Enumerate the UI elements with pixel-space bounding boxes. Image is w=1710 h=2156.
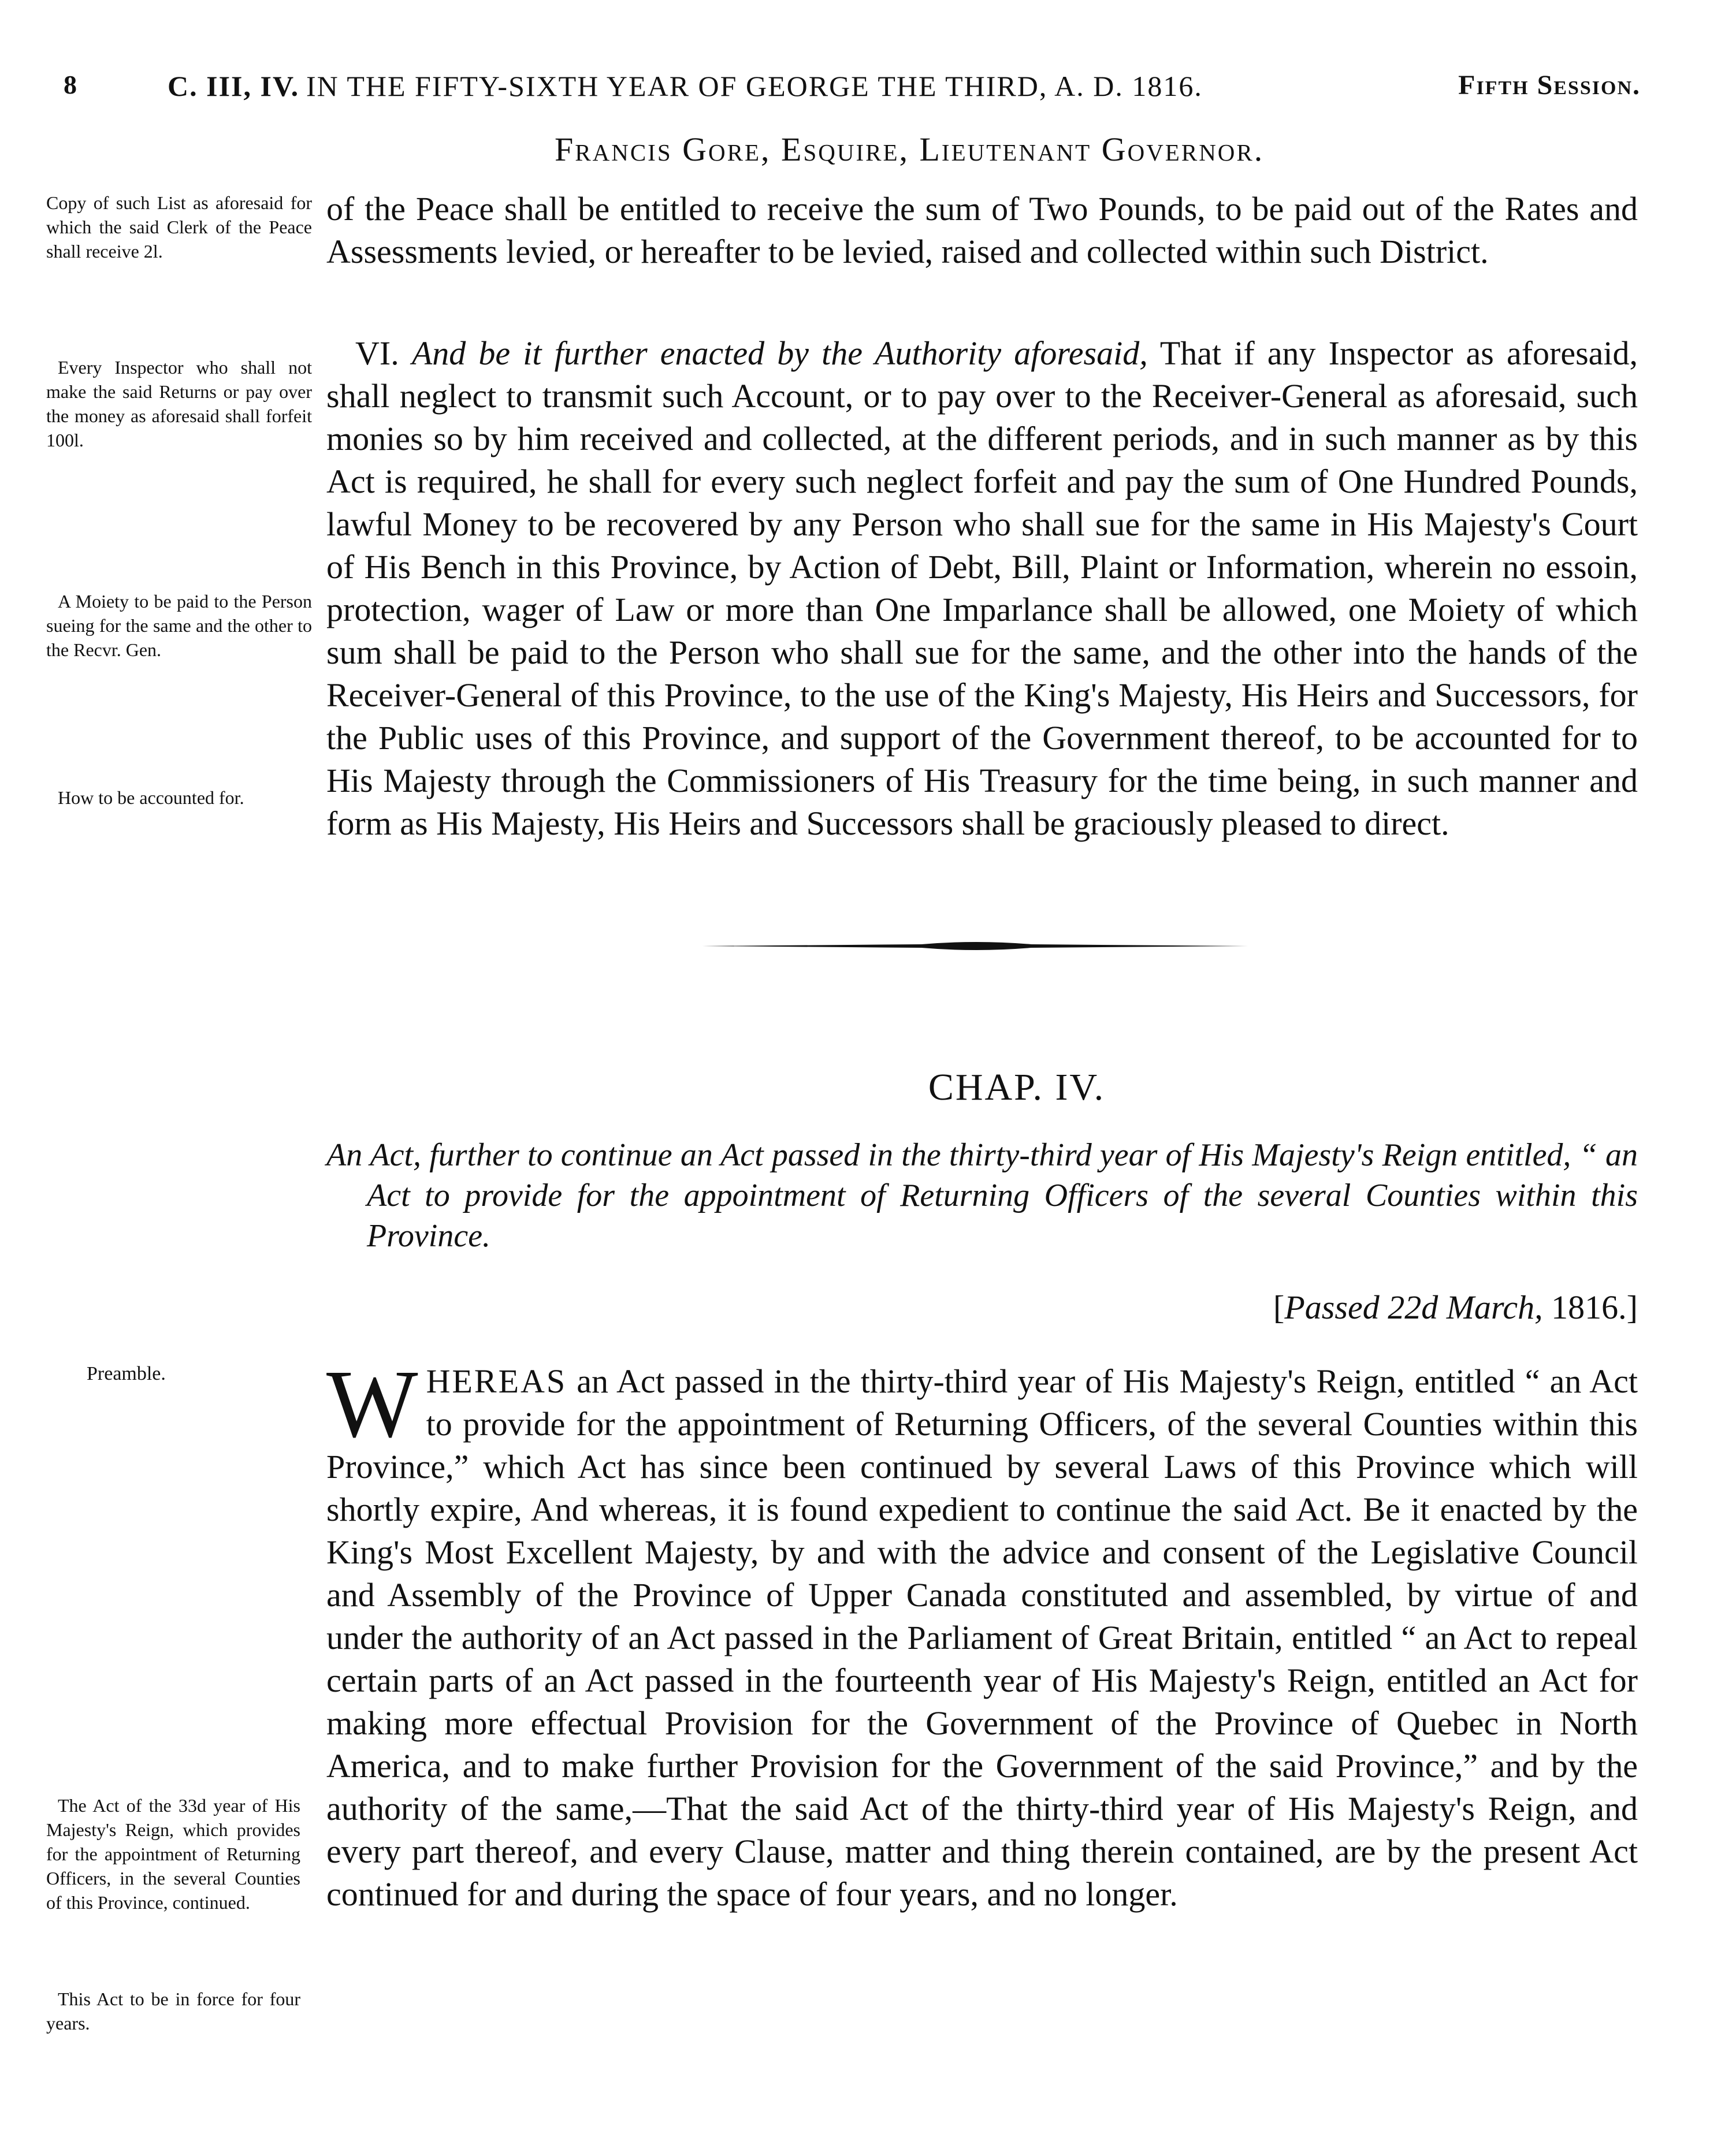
margin-note-inspector-forfeit: Every Inspector who shall not make the said Returns or pay over the money as aforesaid shall forfeit 100l. xyxy=(46,357,312,450)
passed-bracket: [ xyxy=(1273,1289,1285,1326)
drop-cap: W xyxy=(326,1350,418,1458)
chapter-iv-text: an Act passed in the thirty-third year of His Majesty's Reign, entitled “ an Act to provide for the appointment of Returning Officers, of the several Counties within this Province,” which Act has since been continued by several Laws of this Province which will shortly expire, And whereas, it is found expedient to continue the said Act. Be it enacted by the King's Most Excellent Majesty, by and with the advice and consent of the Legislative Council and Assembly of the Province of Upper Canada constituted and assembled, by virtue of and under the authority of an Act passed in the Parliament of Great Britain, entitled “ an Act to repeal certain parts of an Act passed in the fourteenth year of His Majesty's Reign, entitled an Act for making more effectual Provision for the Government of the Province of Quebec in North America, and to make further Provision for the Government of the said Province,” and by the authority of the same,—That the said Act of the thirty-third year of His Majesty's Reign, and every part thereof, and every Clause, matter and thing therein contained, are by the present Act continued for and during the space of four years, and no longer. xyxy=(326,1362,1638,1913)
chapter-title: CHAP. IV. xyxy=(928,1066,1106,1108)
opening-caps: HEREAS xyxy=(426,1362,567,1400)
margin-note-clerk-fee: Copy of such List as aforesaid for which the said Clerk of the Peace shall receive 2l. xyxy=(46,192,312,262)
running-title: IN THE FIFTY-SIXTH YEAR OF GEORGE THE THIRD, A. D. 1816. xyxy=(306,70,1203,102)
page-number: 8 xyxy=(64,70,77,99)
section-v-conclusion: of the Peace shall be entitled to receive the sum of Two Pounds, to be paid out of the Rates and Assessments levied, or hereafter to be levied, raised and collected within such District. xyxy=(326,190,1638,270)
enacting-clause: And be it further enacted by the Authority aforesaid, xyxy=(411,334,1148,372)
running-header xyxy=(64,69,1641,116)
margin-note-duration: This Act to be in force for four years. xyxy=(46,1989,300,2034)
chapter-iv-body xyxy=(326,1350,1638,1916)
passed-year: 1816.] xyxy=(1551,1289,1638,1326)
margin-note-accounting: How to be accounted for. xyxy=(58,787,244,808)
section-vi xyxy=(326,332,1638,845)
act-title: An Act, further to continue an Act passed in the thirty-third year of His Majesty's Reign entitled, “ an Act to provide for the appointment of Returning Officers of the several Counties within this Province. xyxy=(326,1137,1638,1254)
margin-note-act-continued: The Act of the 33d year of His Majesty's Reign, which provides for the appointment of Returning Officers, in the several Counties of this Province, continued. xyxy=(46,1795,300,1913)
section-number: VI. xyxy=(355,334,399,372)
governor-line: Francis Gore, Esquire, Lieutenant Governor. xyxy=(555,131,1265,168)
passed-date xyxy=(1273,1288,1638,1327)
chapter-reference: C. III, IV. xyxy=(168,70,300,102)
margin-note-preamble: Preamble. xyxy=(87,1363,166,1384)
session-label: Fifth Session. xyxy=(1458,70,1641,100)
section-vi-text: That if any Inspector as aforesaid, shall neglect to transmit such Account, or to pay over to the Receiver-General as aforesaid, such monies so by him received and collected, at the different periods, and in such manner as by this Act is required, he shall for every such neglect forfeit and pay the sum of One Hundred Pounds, lawful Money to be recovered by any Person who shall sue for the same in His Majesty's Court of His Bench in this Province, by Action of Debt, Bill, Plaint or Information, wherein no essoin, protection, wager of Law or more than One Imparlance shall be allowed, one Moiety of which sum shall be paid to the Person who shall sue for the same, and the other into the hands of the Receiver-General of this Province, to the use of the King's Majesty, His Heirs and Successors, for the Public uses of this Province, and support of the Government thereof, to be accounted for to His Majesty through the Commissioners of His Treasury for the time being, in such manner and form as His Majesty, His Heirs and Successors shall be graciously pleased to direct. xyxy=(326,334,1638,842)
passed-label: Passed 22d March, xyxy=(1284,1289,1543,1326)
ornamental-rule xyxy=(702,939,1251,954)
margin-note-moiety: A Moiety to be paid to the Person sueing for the same and the other to the Recvr. Gen. xyxy=(46,591,312,660)
